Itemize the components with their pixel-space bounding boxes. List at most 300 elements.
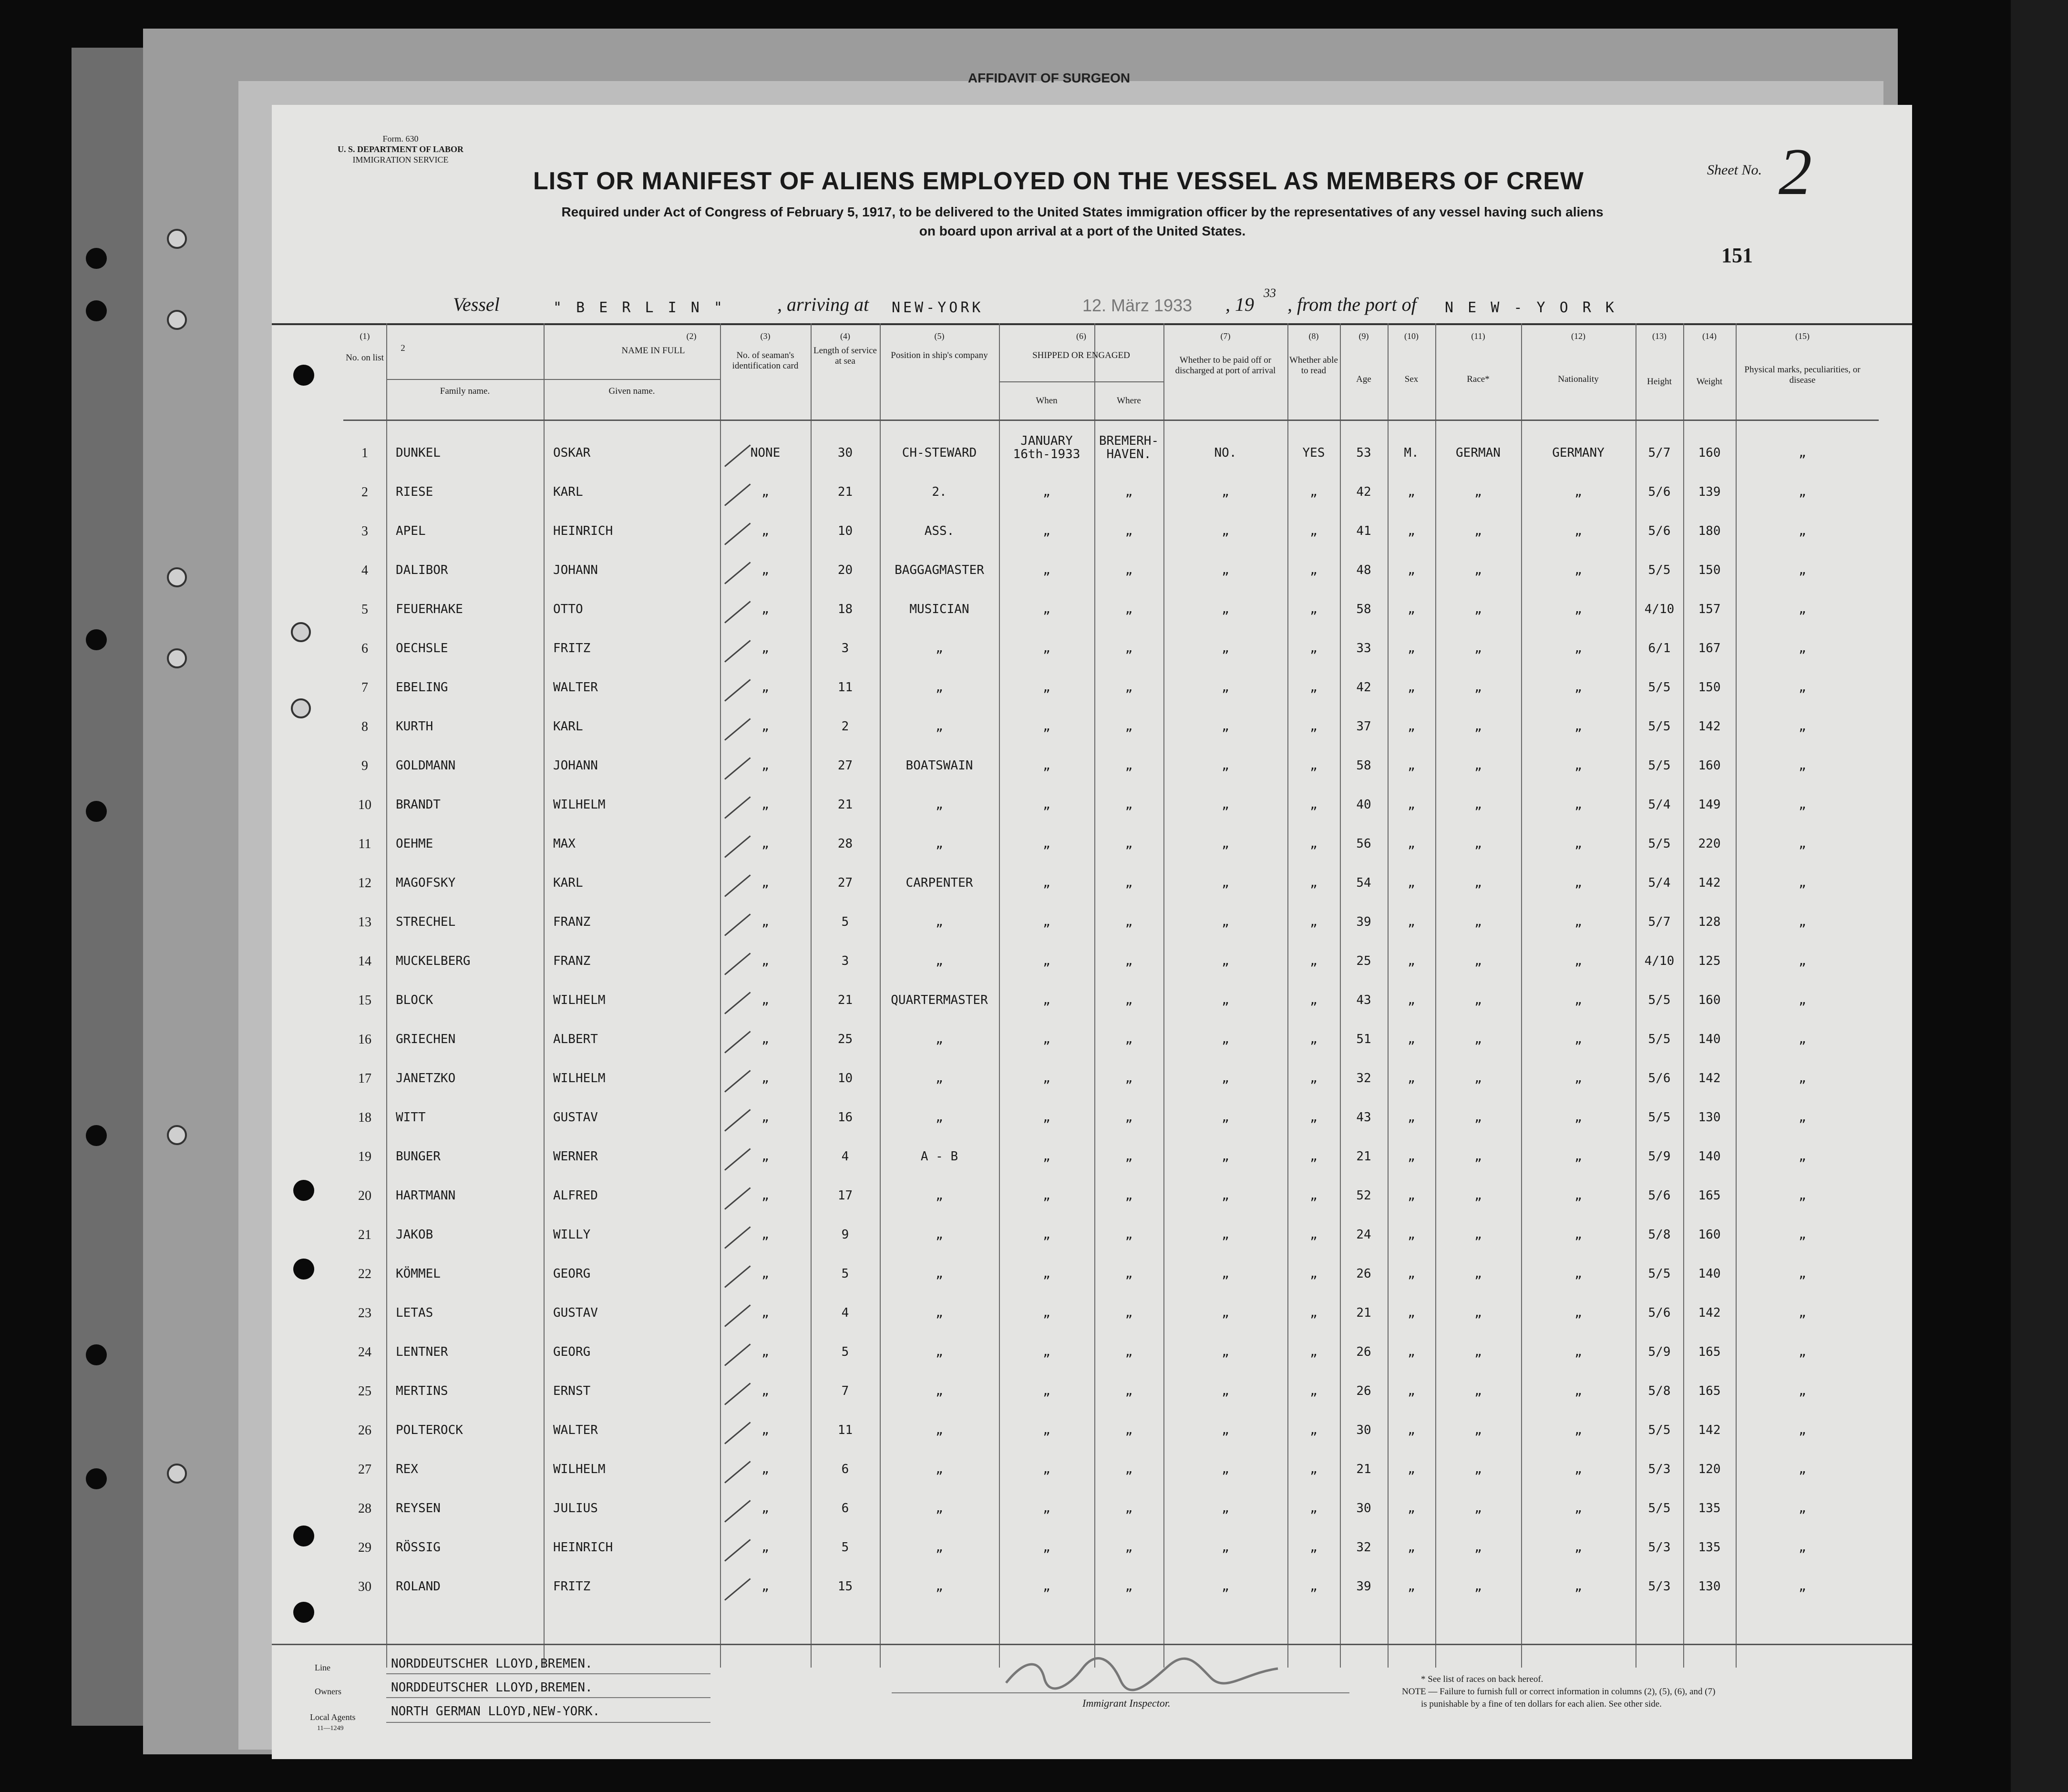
line-label: Line [315, 1663, 330, 1672]
cell-weight: 142 [1698, 876, 1721, 890]
cell-paid: „ [1222, 1384, 1229, 1398]
cell-given: GUSTAV [553, 1306, 598, 1320]
cell-where: „ [1125, 1345, 1133, 1359]
cell-card: „ [761, 641, 769, 655]
cell-paid: „ [1222, 1501, 1229, 1516]
cell-nationality: „ [1574, 993, 1582, 1007]
cell-given: GEORG [553, 1267, 591, 1281]
cell-service: 5 [841, 1540, 849, 1555]
cell-race: „ [1474, 954, 1482, 968]
cell-given: WILLY [553, 1228, 591, 1242]
cell-age: 40 [1356, 798, 1371, 812]
footnote-penalty-cont: is punishable by a fine of ten dollars for each alien. See other side. [1421, 1699, 1662, 1709]
cell-no: 17 [358, 1071, 371, 1086]
cell-paid: „ [1222, 1306, 1229, 1320]
table-row [272, 558, 1912, 597]
cell-weight: 142 [1698, 719, 1721, 734]
table-row [272, 793, 1912, 832]
cell-where: „ [1125, 680, 1133, 695]
cell-where: „ [1125, 1501, 1133, 1516]
cell-when: „ [1043, 1579, 1050, 1594]
table-row [272, 434, 1912, 480]
binder-hole [86, 1468, 107, 1489]
cell-when: „ [1043, 954, 1050, 968]
cell-family: ROLAND [396, 1579, 441, 1594]
cell-sex: „ [1408, 876, 1415, 890]
year-suffix: 33 [1264, 286, 1276, 300]
cell-no: 16 [358, 1032, 371, 1047]
cell-nationality: „ [1574, 1462, 1582, 1476]
date-stamp: 12. März 1933 [1082, 296, 1193, 315]
cell-read: „ [1310, 680, 1317, 695]
cell-family: GRIECHEN [396, 1032, 456, 1046]
cell-position: „ [936, 1110, 943, 1125]
cell-where: „ [1125, 1540, 1133, 1555]
cell-nationality: „ [1574, 758, 1582, 773]
cell-no: 15 [358, 993, 371, 1008]
cell-weight: 142 [1698, 1423, 1721, 1437]
cell-position: „ [936, 1423, 943, 1437]
arriving-label: , arriving at [777, 294, 869, 315]
cell-sex: „ [1408, 1228, 1415, 1242]
cell-when: „ [1043, 1032, 1050, 1046]
cell-sex: „ [1408, 954, 1415, 968]
cell-given: FRANZ [553, 915, 591, 929]
cell-when: „ [1043, 876, 1050, 890]
cell-marks: „ [1799, 1267, 1806, 1281]
cell-sex: „ [1408, 837, 1415, 851]
cell-height: 5/6 [1648, 524, 1671, 538]
cell-read: „ [1310, 1501, 1317, 1516]
cell-when: „ [1043, 1306, 1050, 1320]
cell-where: „ [1125, 876, 1133, 890]
binder-hole [86, 1344, 107, 1365]
cell-card: „ [761, 563, 769, 577]
binder-ring [167, 567, 187, 587]
cell-service: 30 [837, 446, 853, 460]
cell-paid: „ [1222, 1462, 1229, 1476]
cell-sex: M. [1404, 446, 1419, 460]
where-header: Where [1117, 396, 1141, 406]
cell-position: „ [936, 954, 943, 968]
cell-paid: „ [1222, 915, 1229, 929]
age-header: Age [1356, 374, 1371, 384]
cell-sex: „ [1408, 1110, 1415, 1125]
cell-service: 18 [837, 602, 853, 616]
cell-read: „ [1310, 1579, 1317, 1594]
weight-header: Weight [1696, 377, 1723, 387]
cell-position: „ [936, 1384, 943, 1398]
when-header: When [1036, 396, 1058, 406]
binder-ring [167, 310, 187, 330]
cell-given: KARL [553, 876, 583, 890]
cell-height: 5/5 [1648, 993, 1671, 1007]
line-underline [386, 1673, 710, 1674]
cell-paid: „ [1222, 1267, 1229, 1281]
cell-weight: 142 [1698, 1071, 1721, 1085]
cell-service: 4 [841, 1306, 849, 1320]
cell-read: „ [1310, 1306, 1317, 1320]
cell-family: MAGOFSKY [396, 876, 456, 890]
cell-paid: „ [1222, 1228, 1229, 1242]
cell-given: ALFRED [553, 1188, 598, 1203]
cell-read: „ [1310, 524, 1317, 538]
cell-no: 20 [358, 1188, 371, 1203]
cell-weight: 160 [1698, 446, 1721, 460]
cell-where: „ [1125, 954, 1133, 968]
cell-position: „ [936, 1188, 943, 1203]
cell-weight: 165 [1698, 1384, 1721, 1398]
cell-nationality: GERMANY [1552, 446, 1605, 460]
cell-age: 58 [1356, 602, 1371, 616]
cell-nationality: „ [1574, 1384, 1582, 1398]
cell-read: „ [1310, 1188, 1317, 1203]
cell-where: „ [1125, 563, 1133, 577]
inspector-label: Immigrant Inspector. [1082, 1697, 1171, 1709]
cell-race: „ [1474, 641, 1482, 655]
page-number: 151 [1721, 244, 1753, 267]
scan-left-edge [72, 48, 143, 1726]
cell-given: FRANZ [553, 954, 591, 968]
cell-marks: „ [1799, 1540, 1806, 1555]
cell-where: „ [1125, 915, 1133, 929]
cell-nationality: „ [1574, 1345, 1582, 1359]
cell-family: BRANDT [396, 798, 441, 812]
cell-nationality: „ [1574, 1501, 1582, 1516]
cell-height: 5/8 [1648, 1228, 1671, 1242]
cell-when: „ [1043, 680, 1050, 695]
cell-paid: NO. [1214, 446, 1237, 460]
cell-sex: „ [1408, 1540, 1415, 1555]
cell-position: A - B [920, 1149, 958, 1164]
cell-height: 5/6 [1648, 485, 1671, 499]
cell-marks: „ [1799, 680, 1806, 695]
cell-when: „ [1043, 915, 1050, 929]
cell-no: 29 [358, 1540, 371, 1555]
cell-race: „ [1474, 1540, 1482, 1555]
cell-weight: 220 [1698, 837, 1721, 851]
cell-age: 37 [1356, 719, 1371, 734]
cell-position: „ [936, 641, 943, 655]
cell-where: „ [1125, 485, 1133, 499]
cell-given: KARL [553, 485, 583, 499]
cell-sex: „ [1408, 1345, 1415, 1359]
cell-given: GEORG [553, 1345, 591, 1359]
cell-card: „ [761, 1110, 769, 1125]
cell-race: „ [1474, 602, 1482, 616]
cell-position: „ [936, 1267, 943, 1281]
cell-card: „ [761, 1384, 769, 1398]
cell-marks: „ [1799, 954, 1806, 968]
cell-card: „ [761, 1423, 769, 1437]
cell-no: 23 [358, 1306, 371, 1321]
cell-given: WALTER [553, 680, 598, 695]
cell-service: 10 [837, 524, 853, 538]
agents-label: Local Agents [310, 1712, 356, 1722]
binder-ring [167, 229, 187, 249]
cell-nationality: „ [1574, 641, 1582, 655]
cell-read: „ [1310, 1149, 1317, 1164]
cell-position: ASS. [924, 524, 955, 538]
cell-weight: 160 [1698, 993, 1721, 1007]
cell-where: „ [1125, 602, 1133, 616]
cell-service: 6 [841, 1462, 849, 1476]
cell-when: „ [1043, 1071, 1050, 1085]
owners-label: Owners [315, 1687, 341, 1696]
cell-height: 5/6 [1648, 1188, 1671, 1203]
cell-height: 5/3 [1648, 1462, 1671, 1476]
cell-family: GOLDMANN [396, 758, 456, 773]
cell-marks: „ [1799, 1579, 1806, 1594]
table-row [272, 1184, 1912, 1223]
cell-when: „ [1043, 485, 1050, 499]
cell-card: „ [761, 524, 769, 538]
cell-family: BUNGER [396, 1149, 441, 1164]
cell-marks: „ [1799, 1110, 1806, 1125]
cell-marks: „ [1799, 1149, 1806, 1164]
cell-no: 19 [358, 1149, 371, 1164]
cell-race: „ [1474, 1384, 1482, 1398]
cell-position: „ [936, 1228, 943, 1242]
cell-no: 2 [361, 485, 368, 500]
seaman-id-header: No. of seaman's identification card [732, 350, 799, 371]
cell-when: „ [1043, 993, 1050, 1007]
cell-paid: „ [1222, 758, 1229, 773]
cell-marks: „ [1799, 1032, 1806, 1046]
cell-when: „ [1043, 1423, 1050, 1437]
cell-height: 4/10 [1644, 602, 1675, 616]
cell-height: 5/7 [1648, 915, 1671, 929]
cell-nationality: „ [1574, 1306, 1582, 1320]
cell-read: „ [1310, 485, 1317, 499]
cell-given: JULIUS [553, 1501, 598, 1516]
cell-no: 25 [358, 1384, 371, 1399]
cell-sex: „ [1408, 1501, 1415, 1516]
cell-marks: „ [1799, 1501, 1806, 1516]
cell-family: LETAS [396, 1306, 433, 1320]
cell-paid: „ [1222, 954, 1229, 968]
cell-paid: „ [1222, 1345, 1229, 1359]
cell-read: „ [1310, 993, 1317, 1007]
cell-nationality: „ [1574, 1579, 1582, 1594]
form-code: 11—1249 [317, 1725, 344, 1732]
cell-height: 5/4 [1648, 876, 1671, 890]
cell-position: „ [936, 1306, 943, 1320]
column-number: (14) [1702, 331, 1717, 341]
cell-read: „ [1310, 563, 1317, 577]
cell-read: „ [1310, 1110, 1317, 1125]
cell-no: 11 [358, 837, 371, 851]
cell-age: 26 [1356, 1267, 1371, 1281]
table-row [272, 1066, 1912, 1106]
cell-paid: „ [1222, 524, 1229, 538]
cell-when: „ [1043, 1228, 1050, 1242]
cell-read: „ [1310, 1228, 1317, 1242]
cell-family: RIESE [396, 485, 433, 499]
cell-when: „ [1043, 1384, 1050, 1398]
vessel-name: " B E R L I N " [553, 299, 725, 316]
cell-age: 53 [1356, 446, 1371, 460]
subtitle-line-1: Required under Act of Congress of February 5, 1917, to be delivered to the United States immigration officer by the representatives of any vessel having such aliens [561, 205, 1604, 219]
line-value: NORDDEUTSCHER LLOYD,BREMEN. [391, 1657, 593, 1671]
cell-weight: 135 [1698, 1501, 1721, 1516]
cell-paid: „ [1222, 1032, 1229, 1046]
cell-read: „ [1310, 1071, 1317, 1085]
cell-age: 39 [1356, 915, 1371, 929]
cell-read: „ [1310, 719, 1317, 734]
cell-no: 6 [361, 641, 368, 656]
cell-nationality: „ [1574, 719, 1582, 734]
column-number: (8) [1308, 331, 1319, 341]
scan-right-edge [2011, 0, 2068, 1792]
cell-weight: 142 [1698, 1306, 1721, 1320]
cell-age: 51 [1356, 1032, 1371, 1046]
cell-no: 8 [361, 719, 368, 734]
table-row [272, 597, 1912, 636]
cell-age: 42 [1356, 680, 1371, 695]
cell-race: „ [1474, 563, 1482, 577]
cell-weight: 180 [1698, 524, 1721, 538]
binder-hole [86, 801, 107, 822]
cell-height: 5/9 [1648, 1345, 1671, 1359]
cell-family: FEUERHAKE [396, 602, 463, 616]
column-number: (11) [1471, 331, 1485, 341]
column-number: (13) [1652, 331, 1667, 341]
cell-card: „ [761, 837, 769, 851]
binder-ring [167, 648, 187, 668]
cell-service: 28 [837, 837, 853, 851]
cell-sex: „ [1408, 993, 1415, 1007]
cell-height: 5/4 [1648, 798, 1671, 812]
cell-paid: „ [1222, 837, 1229, 851]
cell-given: ERNST [553, 1384, 591, 1398]
cell-paid: „ [1222, 876, 1229, 890]
cell-race: „ [1474, 1501, 1482, 1516]
cell-nationality: „ [1574, 837, 1582, 851]
footnote [1402, 1673, 1831, 1710]
cell-where: „ [1125, 798, 1133, 812]
cell-service: 16 [837, 1110, 853, 1125]
cell-given: GUSTAV [553, 1110, 598, 1125]
cell-family: DALIBOR [396, 563, 448, 577]
binder-ring [167, 1125, 187, 1145]
cell-age: 43 [1356, 1110, 1371, 1125]
cell-when: „ [1043, 1149, 1050, 1164]
cell-card: „ [761, 1501, 769, 1516]
cell-card: „ [761, 1032, 769, 1046]
cell-when: „ [1043, 1540, 1050, 1555]
cell-when: „ [1043, 719, 1050, 734]
cell-when: „ [1043, 602, 1050, 616]
cell-family: POLTEROCK [396, 1423, 463, 1437]
table-row [272, 1027, 1912, 1066]
cell-position: CH-STEWARD [902, 446, 977, 460]
cell-no: 10 [358, 798, 371, 812]
cell-height: 5/6 [1648, 1071, 1671, 1085]
cell-age: 52 [1356, 1188, 1371, 1203]
table-row [272, 949, 1912, 988]
table-row [272, 676, 1912, 715]
table-row [272, 1223, 1912, 1262]
cell-race: „ [1474, 1228, 1482, 1242]
cell-paid: „ [1222, 563, 1229, 577]
table-row [272, 871, 1912, 910]
header-sub-rule [999, 381, 1163, 382]
cell-given: WILHELM [553, 798, 606, 812]
surgeon-tab-label: AFFIDAVIT OF SURGEON [967, 71, 1131, 85]
cell-where: „ [1125, 1188, 1133, 1203]
column-number: (1) [360, 331, 370, 341]
cell-family: JAKOB [396, 1228, 433, 1242]
cell-card: „ [761, 1149, 769, 1164]
cell-given: ALBERT [553, 1032, 598, 1046]
cell-where: „ [1125, 719, 1133, 734]
table-row [272, 1575, 1912, 1614]
cell-given: OTTO [553, 602, 583, 616]
cell-service: 9 [841, 1228, 849, 1242]
cell-when: „ [1043, 1345, 1050, 1359]
cell-given: HEINRICH [553, 1540, 613, 1555]
cell-marks: „ [1799, 719, 1806, 734]
cell-age: 32 [1356, 1540, 1371, 1555]
column-number: (12) [1571, 331, 1585, 341]
service-name: IMMIGRATION SERVICE [352, 155, 449, 164]
cell-paid: „ [1222, 798, 1229, 812]
cell-weight: 128 [1698, 915, 1721, 929]
table-row [272, 1379, 1912, 1418]
cell-race: „ [1474, 485, 1482, 499]
cell-when: „ [1043, 1501, 1050, 1516]
table-row [272, 1536, 1912, 1575]
table-row [272, 1418, 1912, 1457]
cell-nationality: „ [1574, 954, 1582, 968]
cell-weight: 140 [1698, 1267, 1721, 1281]
cell-family: REYSEN [396, 1501, 441, 1516]
cell-given: WERNER [553, 1149, 598, 1164]
cell-when: „ [1043, 758, 1050, 773]
cell-nationality: „ [1574, 1188, 1582, 1203]
cell-service: 27 [837, 876, 853, 890]
cell-read: „ [1310, 1267, 1317, 1281]
sheet-label: Sheet No. [1707, 162, 1762, 178]
cell-card: „ [761, 758, 769, 773]
cell-nationality: „ [1574, 1071, 1582, 1085]
cell-marks: „ [1799, 837, 1806, 851]
from-port-label: , from the port of [1287, 294, 1417, 315]
cell-sex: „ [1408, 798, 1415, 812]
cell-marks: „ [1799, 485, 1806, 499]
cell-card: „ [761, 1579, 769, 1594]
cell-height: 5/9 [1648, 1149, 1671, 1164]
cell-service: 10 [837, 1071, 853, 1085]
cell-position: MUSICIAN [909, 602, 969, 616]
able-to-read-header: Whether able to read [1289, 355, 1338, 376]
column-number: (9) [1358, 331, 1369, 341]
cell-no: 1 [361, 446, 368, 461]
cell-read: „ [1310, 1423, 1317, 1437]
cell-age: 43 [1356, 993, 1371, 1007]
cell-age: 30 [1356, 1501, 1371, 1516]
cell-height: 5/5 [1648, 1501, 1671, 1516]
physical-marks-header: Physical marks, peculiarities, or disease [1744, 365, 1861, 385]
cell-nationality: „ [1574, 1032, 1582, 1046]
cell-marks: „ [1799, 1423, 1806, 1437]
cell-race: „ [1474, 1110, 1482, 1125]
cell-service: 4 [841, 1149, 849, 1164]
cell-position: „ [936, 837, 943, 851]
cell-sex: „ [1408, 1071, 1415, 1085]
form-number: Form. 630 [382, 134, 419, 143]
